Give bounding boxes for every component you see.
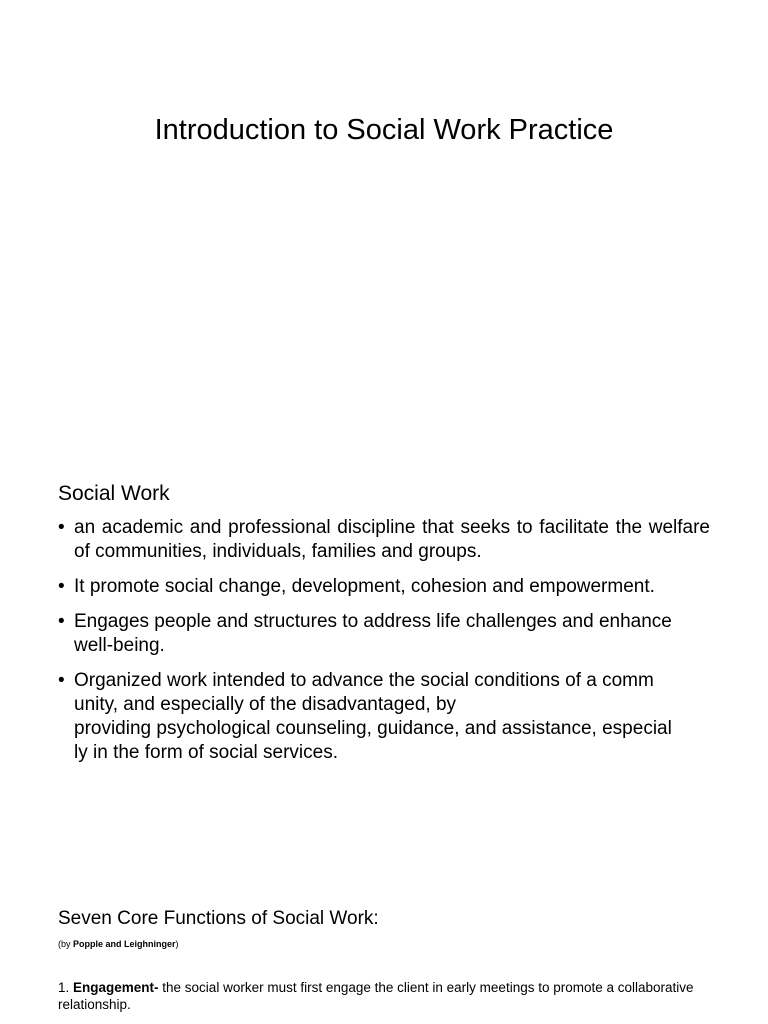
social-work-heading: Social Work: [58, 482, 170, 505]
bullet-item-definition: [58, 516, 710, 564]
function-description: the social worker must first engage the client in early meetings to promote a collaborative relationship.: [58, 980, 694, 1012]
bullet-text-line: ly in the form of social services.: [74, 742, 338, 763]
bullet-icon: •: [58, 670, 65, 691]
bullet-item-organized-work: [58, 669, 710, 765]
bullet-item-social-change: [58, 575, 710, 599]
bullet-text-line: unity, and especially of the disadvantaged, by: [74, 694, 457, 715]
bullet-text-line: providing psychological counseling, guidance, and assistance, especial: [74, 718, 672, 739]
bullet-text: an academic and professional discipline that seeks to facilitate the welfare of communities, individuals, families and groups.: [74, 517, 710, 562]
bullet-icon: •: [58, 576, 65, 597]
bullet-item-engages: [58, 610, 710, 658]
function-number: 1.: [58, 980, 74, 995]
attribution: [58, 938, 179, 950]
bullet-icon: •: [58, 517, 65, 538]
function-item-engagement: [58, 979, 718, 1013]
attribution-suffix: ): [175, 939, 179, 949]
bullet-text: Engages people and structures to address life challenges and enhance well-being.: [74, 611, 672, 656]
bullet-text-line: Organized work intended to advance the social conditions of a comm: [74, 670, 654, 691]
attribution-prefix: (by: [58, 939, 74, 949]
bullet-text: It promote social change, development, cohesion and empowerment.: [74, 576, 655, 597]
slide-title: Introduction to Social Work Practice: [154, 114, 614, 146]
cutoff-text-fragment: [58, 1016, 718, 1024]
function-term: Engagement-: [73, 980, 159, 995]
core-functions-heading: Seven Core Functions of Social Work:: [58, 908, 379, 929]
bullet-icon: •: [58, 611, 65, 632]
attribution-authors: Popple and Leighninger: [73, 939, 176, 949]
social-work-bullet-list: [58, 516, 710, 776]
